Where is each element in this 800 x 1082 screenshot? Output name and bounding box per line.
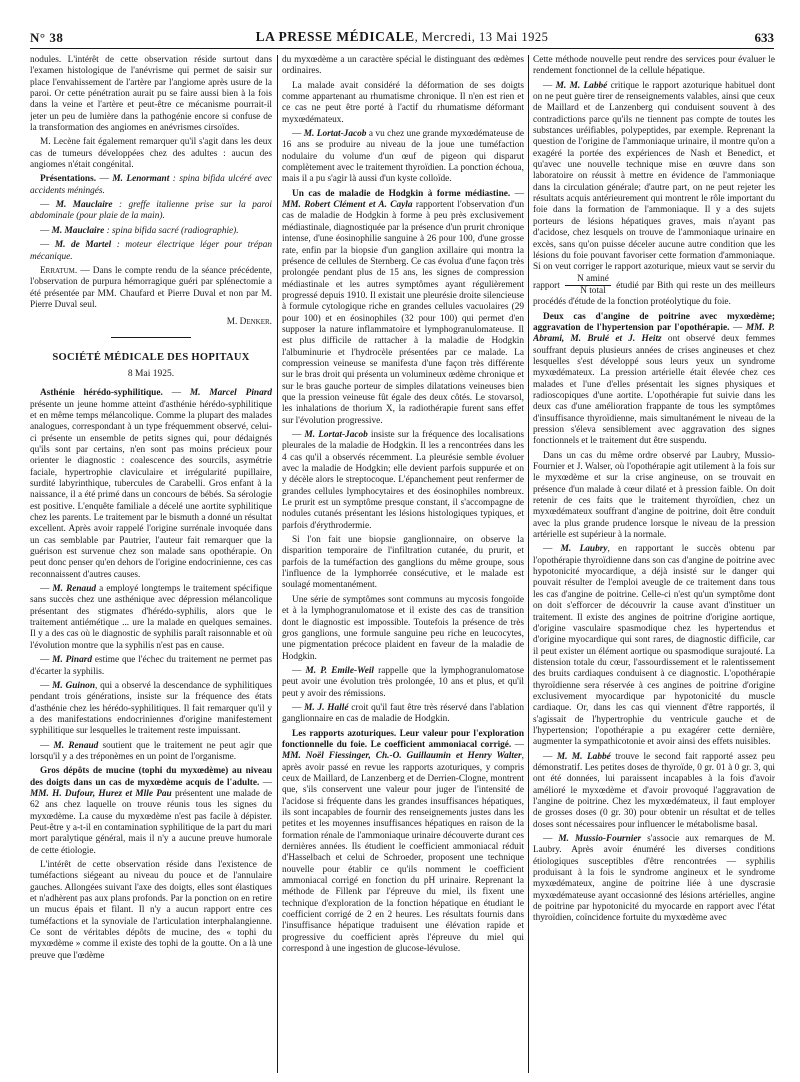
signature: M. Denker. <box>226 317 272 328</box>
paragraph-text: a vu chez une grande myxœdémateuse de 16 ans se produire au niveau de la joue une tuméfaction nodulaire du volume d'un œuf de pigeon qui disparut complètement avec le traitement thyroïdien. La ponction échoua, mais il a pu s'agir là aussi d'un kyste colloïde. <box>282 129 524 185</box>
paragraph: — M. Pinard estime que l'échec du traitement ne permet pas d'écarter la syphilis. <box>30 655 272 677</box>
presentation-entry: — M. Mauclaire : spina bifida sacré (radiographie). <box>40 225 239 236</box>
column-divider <box>528 55 529 1073</box>
paragraph: Un cas de maladie de Hodgkin à forme médiastine. — MM. Robert Clément et A. Cayla rapportent l'observation d'un cas de maladie de Hodgkin à forme à peu près exclusivement médiastinale, diagnostiquée par la présence d'un prurit chronique intense, d'une éosinophilie sanguine à 26 pour 100, d'une grosse rate, enfin par la biopsie d'un ganglion axillaire qui montra la présence de cellules de Sternberg. Ce cas évolua d'une façon très prolongée pendant plus de 15 ans, les signes de compression médiastinale et les autres symptômes ayant régulièrement progressé depuis 1910. Il existait une pleurésie droite silencieuse à formule cytologique riche en grandes cellules vacuolaires (29 pour 100) et en éosinophiles (32 pour 100) qui permet d'en supposer la nature inflammatoire et lymphogranulomateuse. Il est plus difficile de rattacher à la maladie de Hodgkin l'albuminurie et l'hydrocèle présentées par ce malade. La compression veineuse se manifesta d'une façon très différente sur le bras droit qui présenta un volumineux œdème chronique et sur le bras gauche porteur de simples dilatations veineuses bien que la pression veineuse fût égale des deux côtés. Le stovarsol, les inhalations de thorium X, la radiothérapie furent sans effet sur l'évolution progressive. <box>282 188 524 426</box>
author-name: M. J. Hallé <box>304 702 349 713</box>
author-name: M. Pinard <box>52 655 92 666</box>
paragraph: — M. Lortat-Jacob insiste sur la fréquence des localisations pleurales de la maladie de Hodgkin. Il les a rencontrées dans les 4 cas qu'il a observés récemment. La pleurésie semble évoluer avec la maladie de Hodgkin; elle devient parfois suppurée et on y décèle alors le streptocoque. L'épanchement peut renfermer de grandes cellules lymphocytaires et des éosinophiles nombreux. Le prurit est un symptôme presque constant, il s'accompagne de nodules cutanés présentant les lésions histologiques typiques, et parfois d'érythrodermie. <box>282 430 524 531</box>
paragraph-text: , après avoir passé en revue les rapports azoturiques, y compris ceux de Maillard, de Lanzenberg et de Derrien-Clogne, montrent que, s'ils conservent une valeur pour juger de l'intensité de l'acidose si fréquente dans les grandes insuffisances hépatiques, ils sont incapables de fournir des renseignements justes dans les petites et les moyennes insuffisances hépatiques en raison de la formation rénale de l'ammoniaque urinaire découverte durant ces dernières années. Ils étudient le coefficient ammoniacal réduit d'Hasselbach et celui de Schroeder, proposent une technique nouvelle pour établir ce qu'ils nomment le coefficient ammoniacal corrigé en fonction du pH urinaire. Reprenant la méthode de Fillenk par l'épreuve du miel, ils fixent une technique d'exploration de la fonction hépatique en étudiant le coefficient corrigé de 2 en 2 heures. Les résultats fournis dans l'insuffisance hépatique traduisent une élévation rapide et progressive du coefficient après l'épreuve du miel qui correspond à une ingestion de glucose-lévulose. <box>282 751 524 955</box>
author-name: M. M. Labbé <box>555 80 608 91</box>
column-divider <box>277 55 278 1073</box>
paragraph-text: a employé longtemps le traitement spécifique sans succès chez une asthénique avec dépression mélancolique présentant des stigmates d'hérédo-syphilis, alors que le traitement antiémétique ... ure la malade en quelques semaines. Il y a des cas où le diagnostic de syphilis paraît raisonnable et où l'évolution montre que la syphilis n'est pas en cause. <box>30 584 272 651</box>
paragraph-text: rapportent l'observation d'un cas de maladie de Hodgkin à forme à peu près exclusivement médiastinale, diagnostiquée par la présence d'un prurit chronique intense, d'une éosinophilie sanguine à 26 pour 100, d'une grosse rate, enfin par la biopsie d'un ganglion axillaire qui montra la présence de cellules de Sternberg. Ce cas évolua d'une façon très prolongée pendant plus de 15 ans, les signes de compression médiastinale et les autres symptômes ayant régulièrement progressé depuis 1910. Il existait une pleurésie droite silencieuse à formule cytologique riche en grandes cellules vacuolaires (29 pour 100) et en éosinophiles (32 pour 100) qui permet d'en supposer la nature inflammatoire et lymphogranulomateuse. Il est plus difficile de rattacher à la maladie de Hodgkin l'albuminurie et l'hydrocèle présentées par ce malade. La compression veineuse se manifesta d'une façon très différente sur le bras droit qui présenta un volumineux œdème chronique et sur le bras gauche porteur de simples dilatations veineuses bien que la pression veineuse fût égale des deux côtés. Le stovarsol, les inhalations de thorium X, la radiothérapie furent sans effet sur l'évolution progressive. <box>282 200 524 426</box>
paragraph: La malade avait considéré la déformation de ses doigts comme appartenant au rhumatisme chronique. Il n'en est rien et ce cas ne peut être porté à l'actif du rhumatisme déformant myxœdémateux. <box>282 80 524 125</box>
column-1 <box>30 55 272 1073</box>
paragraph-text: croit qu'il faut être très réservé dans l'ablation ganglionnaire en cas de maladie de Hodgkin. <box>282 702 524 725</box>
paragraph: — M. J. Hallé croit qu'il faut être très réservé dans l'ablation ganglionnaire en cas de maladie de Hodgkin. <box>282 702 524 725</box>
author-name: M. de Martel <box>54 240 112 251</box>
entry-text: : greffe italienne prise sur la paroi abdominale (pour plaie de la main). <box>30 200 272 222</box>
paragraph: Gros dépôts de mucine (tophi du myxœdème) au niveau des doigts dans un cas de myxœdème acquis de l'adulte. — MM. H. Dufour, Hurez et Mlle Pau présentent une malade de 62 ans chez laquelle on trouve réunis tous les signes du myxœdème. La cause du myxœdème n'est pas facile à dépister. Peut-être y a-t-il en contamination syphilitique de la part du mari mort paralytique général, mais il n'y a aucune preuve humorale de cette étiologie. <box>30 766 272 856</box>
column-2 <box>282 55 524 1073</box>
entry-text: : spina bifida sacré (radiographie). <box>104 225 239 236</box>
formula-numerator: N aminé <box>565 274 611 286</box>
erratum-text: — Dans le compte rendu de la séance précédente, l'observation de purpura hémorragique guéri par splénectomie a été présentée par MM. Chaufard et Pierre Duval et non par M. Pierre Duval seul. <box>30 265 272 310</box>
author-name: M. Lortat-Jacob <box>303 129 367 140</box>
entry-text: : spina bifida ulcéré avec accidents méningés. <box>30 174 272 196</box>
paragraph: Les rapports azoturiques. Leur valeur pour l'exploration fonctionnelle du foie. Le coefficient ammoniacal corrigé. — MM. Noël Fiessinger, Ch.-O. Guillaumin et Henry Walter, après avoir passé en revue les rapports azoturiques, y compris ceux de Maillard, de Lanzenberg et de Derrien-Clogne, montrent que, s'ils conservent une valeur pour juger de l'intensité de l'acidose si fréquente dans les grandes insuffisances hépatiques, ils sont incapables de fournir des renseignements justes dans les petites et les moyennes insuffisances hépatiques en raison de la formation rénale de l'ammoniaque urinaire découverte durant ces dernières années. Ils étudient le coefficient ammoniacal réduit d'Hasselbach et celui de Schroeder, proposent une technique nouvelle pour établir ce qu'ils nomment le coefficient ammoniacal corrigé en fonction du pH urinaire. Reprenant la méthode de Fillenk par l'épreuve du miel, ils fixent une technique d'exploration de la fonction hépatique en étudiant le coefficient corrigé de 2 en 2 heures. Les résultats fournis dans l'insuffisance hépatique traduisent une élévation rapide et progressive du coefficient après l'épreuve du miel qui correspond à une ingestion de glucose-lévulose. <box>282 728 524 955</box>
section-title: SOCIÉTÉ MÉDICALE DES HOPITAUX <box>52 351 250 363</box>
paragraph-text: insiste sur la fréquence des localisations pleurales de la maladie de Hodgkin. Il les a rencontrées dans les 4 cas qu'il a observés récemment. La pleurésie semble évoluer avec la maladie de Hodgkin; elle devient parfois suppurée et on y décèle alors le streptocoque. L'épanchement peut renfermer de grandes cellules lymphocytaires et des éosinophiles nombreux. Le prurit est un symptôme presque constant, il s'accompagne de nodules cutanés présentant les lésions histologiques typiques, et parfois d'érythrodermie. <box>282 430 524 531</box>
paragraph-text: présente un jeune homme atteint d'asthénie hérédo-syphilitique et en même temps mélancolique. Comme la plupart des malades analogues, correspondant à un type fréquemment observé, celui-ci présente un ensemble de petits signes qui, pour dédaignés qu'ils sont par certains, n'en sont pas moins précieux pour orienter le diagnostic : coalescence des sourcils, asymétrie faciale, hypertrophie claviculaire et irrégularité pupillaire, surdité labyrinthique, tubercules de Carabelli. Gros enfant à la naissance, il a été primé dans un concours de bébés. Sa sérologie est positive. L'enquête familiale a décelé une aortite syphilitique chez les parents. Le traitement par le bismuth a donné un résultat excellent. Après avoir rappelé l'origine surrénale invoquée dans un cas semblable par Pautrier, l'auteur fait remarquer que la guérison est survenue chez son malade sans opothérapie. On peut donc penser qu'en dehors de l'origine endocrinienne, ces cas reconnaissent d'autres causes. <box>30 399 272 580</box>
run-in-heading: Asthénie hérédo-syphilitique. <box>40 388 163 399</box>
paragraph-text: , en rapportant le succès obtenu par l'opothérapie thyroïdienne dans son cas d'angine de poitrine avec hypotonicité myocardique, a déjà insisté sur le danger qui pouvait résulter de l'emploi aveugle de ce traitement dans tous les cas d'angine de poitrine. Celle-ci n'est qu'un symptôme dont on doit s'efforcer de découvrir la cause avant d'instituer un traitement. Il existe des angines de poitrine d'origine aortique, d'origine vasculaire spasmodique chez les hypertendus et d'origine myocardique qui sont rares, de diagnostic difficile, car il peut exister un élément aortique ou spasmodique surajouté. La distension totale du cœur, l'assourdissement et le ralentissement des bruits cardiaques conduisent à ce diagnostic. L'opothérapie thyroïdienne sera réservée à ces angines de poitrine d'origine exclusivement myocardique par hypotonicité du muscle cardiaque. Or, dans les cas qui viennent d'être rapportés, il s'agissait de l'hypertrophie du ventricule gauche et de l'hypertension; l'opothérapie a pu exagérer cette dernière, augmenter la sympathicotonie et avoir ainsi des effets nuisibles. <box>533 544 775 748</box>
paragraph: — M. M. Labbé critique le rapport azoturique habituel dont on ne peut guère tirer de renseignements valables, ainsi que ceux de Maillard et de Lanzenberg qui conduisent souvent à des contradictions parce qu'ils ne tiennent pas compte de toutes les substances uréifiables, polypeptides, par exemple. Reprenant la question de l'origine de l'ammoniaque urinaire, il montre qu'on a exagéré la portée des expériences de Nash et Benedict, et qu'avec une nouvelle technique mise en œuvre dans son laboratoire on réussit à mettre en évidence de l'ammoniaque dans la circulation générale; d'autre part, on ne peut rejeter les résultats acquis antérieurement qui montrent le rôle important du foie dans la formation de l'ammoniaque. Il y a des sujets porteurs de lésions hépatiques graves, mais n'ayant pas d'acidose, chez lesquels on trouve de l'ammoniaque urinaire en excès, sans qu'on puisse déceler aucune autre condition que les lésions du foie pouvant favoriser cette formation d'ammoniaque. Si on veut corriger le rapport azoturique, mieux vaut se servir du rapport N aminé N total étudié par Bith qui reste un des meilleurs procédés d'étude de la fonction protéolytique du foie. <box>533 80 775 308</box>
author-name: MM. Noël Fiessinger, Ch.-O. Guillaumin et Henry Walter <box>282 751 522 762</box>
run-in-heading: Un cas de maladie de Hodgkin à forme médiastine. <box>292 188 511 199</box>
run-in-heading: Les rapports azoturiques. Leur valeur pour l'exploration fonctionnelle du foie. Le coefficient ammoniacal corrigé. <box>282 728 524 750</box>
run-in-heading: Erratum. <box>40 265 78 276</box>
paragraph-text: ont observé deux femmes souffrant depuis plusieurs années de crises angineuses et chez lesquelles s'est développé sous leurs yeux un syndrome myxœdémateux. La pression artérielle était élevée chez ces malades et l'une d'elles présentait les signes physiques et radioscopiques d'une aortite. L'opothérapie fut suivie dans les deux cas d'une amélioration frappante de tous les symptômes d'insuffisance thyroïdienne, mais simultanément le niveau de la pression s'éleva sensiblement avec aggravation des signes fonctionnels et le traitement dut être suspendu. <box>533 334 775 447</box>
run-in-heading: Gros dépôts de mucine (tophi du myxœdème) au niveau des doigts dans un cas de myxœdème acquis de l'adulte. <box>30 766 272 788</box>
column-3 <box>533 55 775 1073</box>
entry-text: : moteur électrique léger pour trépan mécanique. <box>30 240 272 262</box>
paragraph: Dans un cas du même ordre observé par Laubry, Mussio-Fournier et J. Walser, où l'opothérapie agit utilement à la fois sur le myxœdème et sur la crise angineuse, on se trouvait en présence d'un malade à cœur dilaté et à pression faible. On doit retenir de ces faits que le traitement thyroïdien, chez un myxœdémateux souffrant d'angine de poitrine, doit être conduit avec la plus grande prudence lorsque le niveau de la pression artérielle est supérieur à la normale. <box>533 450 775 541</box>
author-name: M. Renaud <box>53 740 99 751</box>
section-divider <box>111 337 191 338</box>
ratio-formula <box>565 274 611 298</box>
paragraph: Deux cas d'angine de poitrine avec myxœdème; aggravation de l'hypertension par l'opothérapie. — MM. P. Abrami, M. Brulé et J. Heitz ont observé deux femmes souffrant depuis plusieurs années de crises angineuses et chez lesquelles s'est développé sous leurs yeux un syndrome myxœdémateux. La pression artérielle était élevée chez ces malades et l'une d'elles présentait les signes physiques et radioscopiques d'une aortite. L'opothérapie fut suivie dans les deux cas d'une amélioration frappante de tous les symptômes d'insuffisance thyroïdienne, mais simultanément le niveau de la pression s'éleva sensiblement avec aggravation des signes fonctionnels et le traitement dut être suspendu. <box>533 311 775 447</box>
formula-denominator: N total <box>580 285 606 296</box>
journal-title-line <box>30 29 774 45</box>
section-date: 8 Mai 1925. <box>127 368 175 379</box>
author-name: M. Mauclaire <box>55 200 113 211</box>
paragraph-text: présentent une malade de 62 ans chez laquelle on trouve réunis tous les signes du myxœdème. La cause du myxœdème n'est pas facile à dépister. Peut-être y a-t-il en contamination syphilitique de la part du mari mort paralytique général, mais il n'y a aucune preuve humorale de cette étiologie. <box>30 788 272 856</box>
paragraph: M. Lecène fait également remarquer qu'il s'agit dans les deux cas de tumeurs développées chez des adultes : aucun des angiomes n'était congénital. <box>30 137 272 171</box>
paragraph-text: , qui a observé la descendance de syphilitiques pendant trois générations, insiste sur la fréquence des états d'asthénie chez les hérédo-syphilitiques. Il fait remarquer qu'il y a des manifestations endocriniennes d'origine manifestement syphilitique sur lesquelles le traitement reste impuissant. <box>30 680 272 737</box>
paragraph: Asthénie hérédo-syphilitique. — M. Marcel Pinard présente un jeune homme atteint d'asthénie hérédo-syphilitique et en même temps mélancolique. Comme la plupart des malades analogues, correspondant à un type fréquemment observé, celui-ci présente un ensemble de petits signes qui, pour dédaignés qu'ils sont par certains, n'en sont pas moins précieux pour orienter le diagnostic : coalescence des sourcils, asymétrie faciale, hypertrophie claviculaire et irrégularité pupillaire, surdité labyrinthique, tubercules de Carabelli. Gros enfant à la naissance, il a été primé dans un concours de bébés. Sa sérologie est positive. L'enquête familiale a décelé une aortite syphilitique chez les parents. Le traitement par le bismuth a donné un résultat excellent. Après avoir rappelé l'origine surrénale invoquée dans un cas semblable par Pautrier, l'auteur fait remarquer que la guérison est survenue chez son malade sans opothérapie. On peut donc penser qu'en dehors de l'origine endocrinienne, ces cas reconnaissent d'autres causes. <box>30 388 272 580</box>
author-name: M. Lortat-Jacob <box>304 430 368 440</box>
paragraph: — M. M. Labbé trouve le second fait rapporté assez peu démonstratif. Les petites doses de thyroïde, 0 gr. 01 à 0 gr. 3, qui ont été données, lui paraissent incapables à la fois d'avoir amélioré le myxœdème et d'avoir provoqué l'aggravation de l'angine de poitrine. Chez les myxœdémateux, il faut employer de grosses doses (0 gr. 30) pour obtenir un résultat et de telles doses sont nécessaires pour influencer le métabolisme basal. <box>533 751 775 830</box>
paragraph: Cette méthode nouvelle peut rendre des services pour évaluer le rendement fonctionnel de la cellule hépatique. <box>533 55 775 77</box>
paragraph: nodules. L'intérêt de cette observation réside surtout dans l'examen histologique de l'anévrisme qui permet de saisir sur place l'envahissement de l'artère par l'angiome après usure de la paroi. Or cette pénétration aurait pu se faire aussi bien à la fois dans la veine et l'artère et peut-être ce mécanisme pourrait-il jeter un peu de lumière dans la pathogénie encore si confuse de la transformation des angiomes en anévrismes cirsoïdes. <box>30 55 272 134</box>
presentation-entry: — M. Mauclaire : greffe italienne prise sur la paroi abdominale (pour plaie de la main). <box>30 200 272 222</box>
paragraph: — M. Mussio-Fournier s'associe aux remarques de M. Laubry. Après avoir énuméré les diverses conditions étiologiques susceptibles d'être rencontrées — syphilis produisant à la fois le syndrome angineux et le syndrome myxœdémateux, angine de poitrine liée à une dyscrasie myxœdémateuse ayant occasionné des lésions artérielles, angine de poitrine par hypotonicité du myocarde en rapport avec l'état thyroïdien, coïncidence fortuite du myxœdème avec <box>533 834 775 924</box>
issue-date: , Mercredi, 13 Mai 1925 <box>414 30 549 44</box>
paragraph-text: rappelle que la lymphogranulomatose peut avoir une évolution très prolongée, 10 ans et plus, et qu'il peut y avoir des rémissions. <box>282 665 524 699</box>
paragraph: Si l'on fait une biopsie ganglionnaire, on observe la disparition temporaire de l'infiltration cutanée, du prurit, et parfois de la tuméfaction des ganglions du même groupe, sous l'influence de la lymphorrée consécutive, et le malade est soulagé momentanément. <box>282 535 524 591</box>
paragraph-text: soutient que le traitement ne peut agir que lorsqu'il y a des tréponèmes en un point de l'organisme. <box>30 740 272 762</box>
paragraph: L'intérêt de cette observation réside dans l'existence de tuméfactions siégeant au niveau du pouce et de l'annulaire gauches. Allongées suivant l'axe des doigts, elles sont élastiques et n'adhèrent pas aux plans profonds. Par la ponction on en retire un mucus épais et filant. Il n'y a aucun rapport entre ces tuméfactions et la synoviale de l'articulation interphalangienne. Ce sont de véritables dépôts de mucine, des « tophi du myxœdème » comme il existe des tophi de la goutte. On a là une preuve que l'œdème <box>30 860 272 961</box>
paragraph: — M. Guinon, qui a observé la descendance de syphilitiques pendant trois générations, insiste sur la fréquence des états d'asthénie chez les hérédo-syphilitiques. Il fait remarquer qu'il y a des manifestations endocriniennes d'origine manifestement syphilitique sur lesquelles le traitement reste impuissant. <box>30 680 272 737</box>
author-name: M. Marcel Pinard <box>189 388 272 399</box>
author-name: M. Lenormant <box>112 174 170 185</box>
author-name: M. Mauclaire <box>51 225 105 236</box>
paragraph-text: trouve le second fait rapporté assez peu démonstratif. Les petites doses de thyroïde, 0 gr. 01 à 0 gr. 3, qui ont été données, lui paraissent incapables à la fois d'avoir amélioré le myxœdème et d'avoir provoqué l'aggravation de l'angine de poitrine. Chez les myxœdémateux, il faut employer de grosses doses (0 gr. 30) pour obtenir un résultat et de telles doses sont nécessaires pour influencer le métabolisme basal. <box>533 751 775 830</box>
paragraph-text: critique le rapport azoturique habituel dont on ne peut guère tirer de renseignements valables, ainsi que ceux de Maillard et de Lanzenberg qui conduisent souvent à des contradictions parce qu'ils ne tiennent pas compte de toutes les substances uréifiables, polypeptides, par exemple. Reprenant la question de l'origine de l'ammoniaque urinaire, il montre qu'on a exagéré la portée des expériences de Nash et Benedict, et qu'avec une nouvelle technique mise en œuvre dans son laboratoire on réussit à mettre en évidence de l'ammoniaque dans la circulation générale; d'autre part, on ne peut rejeter les résultats acquis antérieurement qui montrent le rôle important du foie dans la formation de l'ammoniaque. Il y a des sujets porteurs de lésions hépatiques graves, mais n'ayant pas d'acidose, chez lesquels on trouve de l'ammoniaque urinaire en excès, sans qu'on puisse déceler aucune autre condition que les lésions du foie pouvant favoriser cette formation d'ammoniaque. Si on veut corriger le rapport azoturique, mieux vaut se servir du rapport <box>533 80 775 291</box>
author-name: MM. Robert Clément et A. Cayla <box>282 200 413 211</box>
presentation-entry: — M. de Martel : moteur électrique léger pour trépan mécanique. <box>30 240 272 262</box>
paragraph: — M. Renaud soutient que le traitement ne peut agir que lorsqu'il y a des tréponèmes en un point de l'organisme. <box>30 740 272 762</box>
paragraph-text: estime que l'échec du traitement ne permet pas d'écarter la syphilis. <box>30 655 272 677</box>
paragraph: — M. P. Emile-Weil rappelle que la lymphogranulomatose peut avoir une évolution très prolongée, 10 ans et plus, et qu'il peut y avoir des rémissions. <box>282 665 524 699</box>
run-in-heading: Présentations. <box>40 174 97 185</box>
paragraph: — M. Laubry, en rapportant le succès obtenu par l'opothérapie thyroïdienne dans son cas d'angine de poitrine avec hypotonicité myocardique, a déjà insisté sur le danger qui pouvait résulter de l'emploi aveugle de ce traitement dans tous les cas d'angine de poitrine. Celle-ci n'est qu'un symptôme dont on doit s'efforcer de découvrir la cause avant d'instituer un traitement. Il existe des angines de poitrine d'origine aortique, d'origine vasculaire spasmodique chez les hypertendus et d'origine myocardique qui sont rares, de diagnostic difficile, car il peut exister un élément aortique ou spasmodique surajouté. La distension totale du cœur, l'assourdissement et le ralentissement des bruits cardiaques conduisent à ce diagnostic. L'opothérapie thyroïdienne sera réservée à ces angines de poitrine d'origine exclusivement myocardique par hypotonicité du muscle cardiaque. Or, dans les cas qui viennent d'être rapportés, il s'agissait de l'hypertrophie du ventricule gauche et de l'hypertension; l'opothérapie a pu exagérer cette dernière, augmenter la sympathicotonie et avoir ainsi des effets nuisibles. <box>533 544 775 748</box>
paragraph-text: étudié par Bith qui reste un des meilleurs procédés d'étude de la fonction protéolytique du foie. <box>533 280 775 308</box>
run-in-heading: Deux cas d'angine de poitrine avec myxœdème; aggravation de l'hypertension par l'opothérapie. <box>533 311 775 333</box>
journal-name: LA PRESSE MÉDICALE <box>255 29 415 44</box>
paragraph: Une série de symptômes sont communs au mycosis fongoïde et à la lymphogranulomatose et il existe des cas de transition dont le diagnostic est impossible. Toutefois la présence de très gros ganglions, une formule sanguine peu riche en leucocytes, une pigmentation précoce plaident en faveur de la maladie de Hodgkin. <box>282 594 524 662</box>
paragraph: du myxœdème a un caractère spécial le distinguant des œdèmes ordinaires. <box>282 55 524 77</box>
paragraph: — M. Renaud a employé longtemps le traitement spécifique sans succès chez une asthénique avec dépression mélancolique présentant des stigmates d'hérédo-syphilis, alors que le traitement antiémétique ... ure la malade en quelques semaines. Il y a des cas où le diagnostic de syphilis paraît raisonnable et où l'évolution montre que la syphilis n'est pas en cause. <box>30 584 272 651</box>
author-name: MM. P. Abrami, M. Brulé et J. Heitz <box>533 322 775 345</box>
presentation-entry: Présentations. — M. Lenormant : spina bifida ulcéré avec accidents méningés. <box>30 174 272 196</box>
author-name: M. P. Emile-Weil <box>305 665 374 676</box>
author-name: M. Guinon <box>52 680 95 691</box>
author-name: M. Mussio-Fournier <box>558 834 642 845</box>
page-number: 633 <box>754 30 774 45</box>
author-name: MM. H. Dufour, Hurez et Mlle Pau <box>30 788 172 799</box>
page-header <box>30 26 774 49</box>
paragraph-text: s'associe aux remarques de M. Laubry. Après avoir énuméré les diverses conditions étiologiques susceptibles d'être rencontrées — syphilis produisant à la fois le syndrome angineux et le syndrome myxœdémateux, angine de poitrine liée à une dyscrasie myxœdémateuse ayant occasionné des lésions artérielles, angine de poitrine par hypotonicité du myocarde en rapport avec l'état thyroïdien, coïncidence fortuite du myxœdème avec <box>533 834 775 924</box>
issue-number: N° 38 <box>30 30 64 45</box>
author-name: M. Renaud <box>52 584 97 595</box>
erratum <box>30 266 272 311</box>
author-name: M. M. Labbé <box>556 751 611 762</box>
paragraph: — M. Lortat-Jacob a vu chez une grande myxœdémateuse de 16 ans se produire au niveau de la joue une tuméfaction nodulaire du volume d'un œuf de pigeon qui disparut complètement avec le traitement thyroïdien. La ponction échoua, mais il a pu s'agir là aussi d'un kyste colloïde. <box>282 129 524 185</box>
author-name: M. Laubry <box>560 544 608 555</box>
